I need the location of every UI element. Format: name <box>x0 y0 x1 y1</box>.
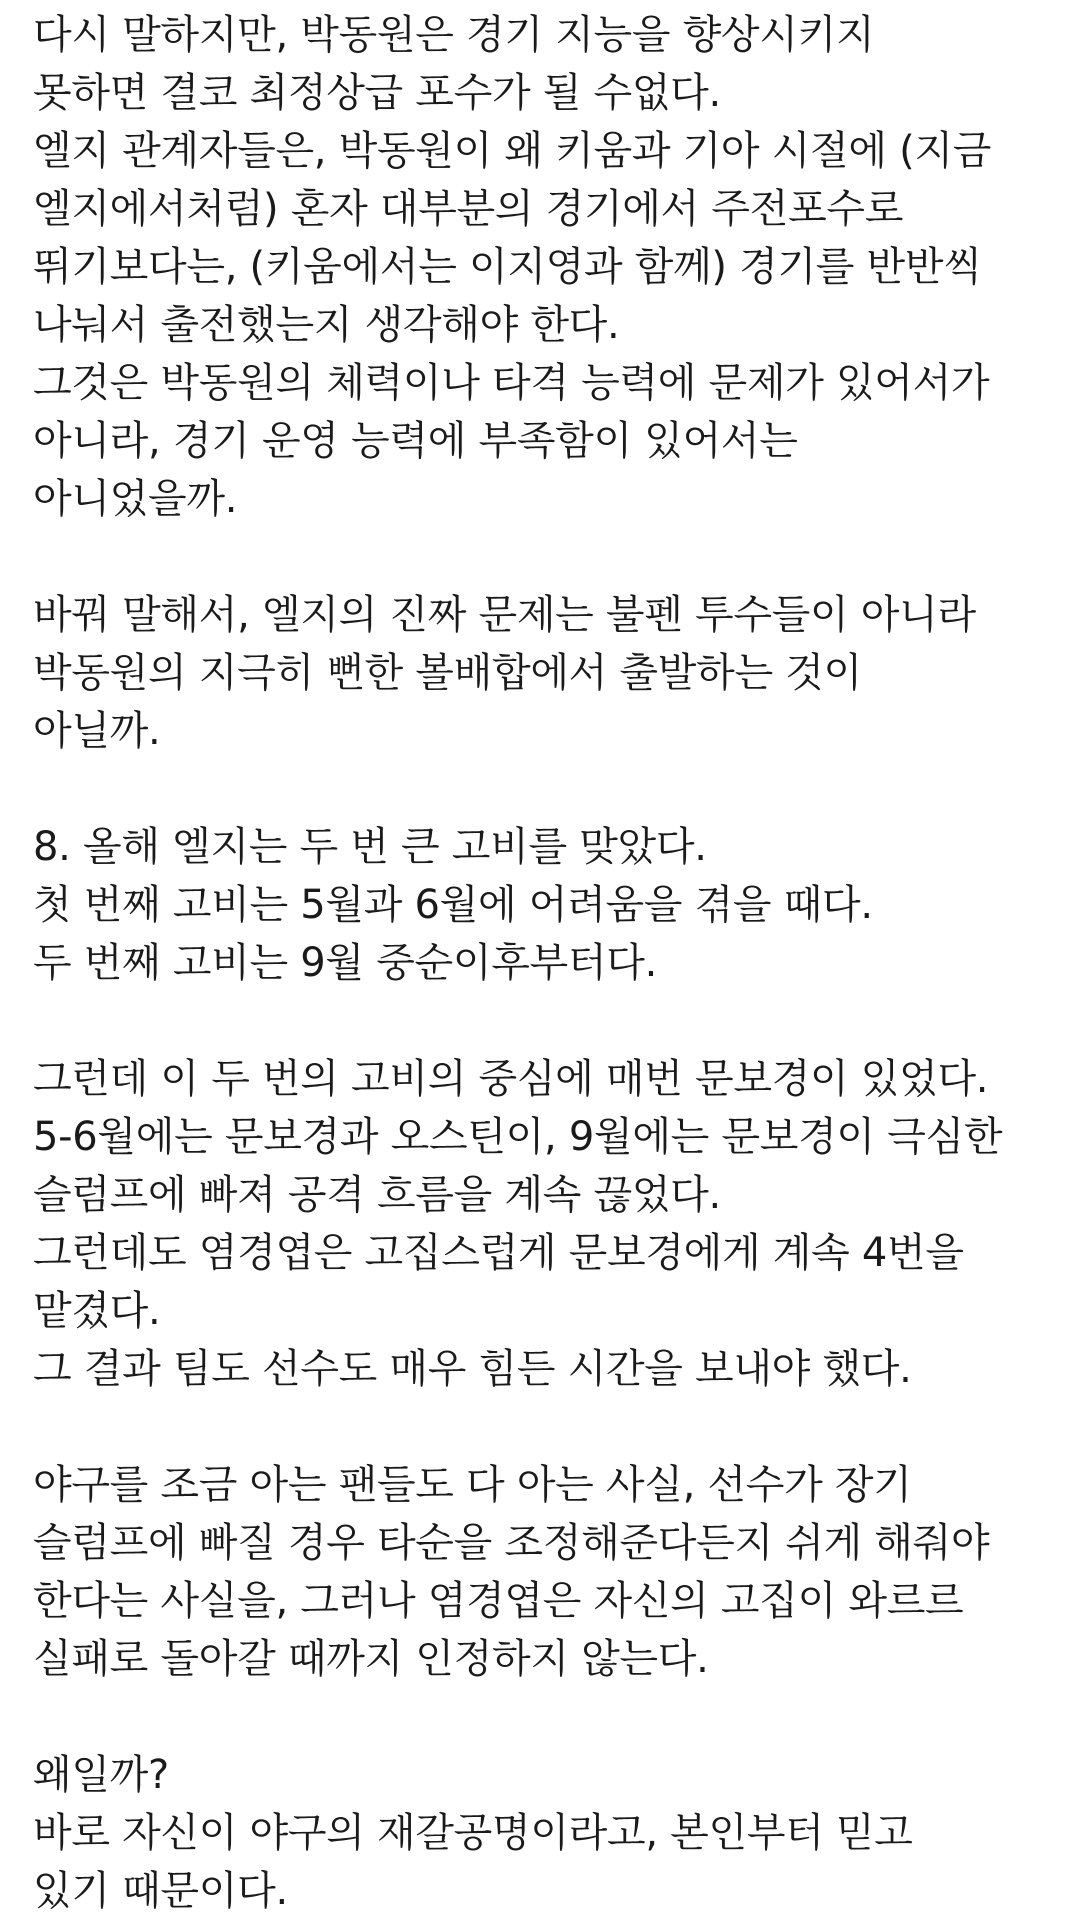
text-line: 맡겼다. <box>33 1288 161 1334</box>
text-line: 엘지에서처럼) 혼자 대부분의 경기에서 주전포수로 <box>33 186 904 232</box>
paragraph-spacer <box>33 1688 1073 1746</box>
text-line: 있기 때문이다. <box>33 1868 288 1914</box>
text-line: 아니었을까. <box>33 476 238 522</box>
text-line: 못하면 결코 최정상급 포수가 될 수없다. <box>33 70 721 116</box>
text-line: 뛰기보다는, (키움에서는 이지영과 함께) 경기를 반반씩 <box>33 244 982 290</box>
text-line: 한다는 사실을, 그러나 염경엽은 자신의 고집이 와르르 <box>33 1578 964 1624</box>
text-line: 나눠서 출전했는지 생각해야 한다. <box>33 302 620 348</box>
text-line: 슬럼프에 빠질 경우 타순을 조정해준다든지 쉬게 해줘야 <box>33 1520 990 1566</box>
text-line: 두 번째 고비는 9월 중순이후부터다. <box>33 940 657 986</box>
text-line: 바로 자신이 야구의 재갈공명이라고, 본인부터 믿고 <box>33 1810 913 1856</box>
paragraph-5 <box>33 1456 1073 1688</box>
text-line: 8. 올해 엘지는 두 번 큰 고비를 맞았다. <box>33 824 707 870</box>
text-line: 아니라, 경기 운영 능력에 부족함이 있어서는 <box>33 418 798 464</box>
text-line: 박동원의 지극히 뻔한 볼배합에서 출발하는 것이 <box>33 650 862 696</box>
text-line: 왜일까? <box>33 1752 169 1798</box>
paragraph-spacer <box>33 1398 1073 1456</box>
text-line: 그런데도 염경엽은 고집스럽게 문보경에게 계속 4번을 <box>33 1230 964 1276</box>
paragraph-spacer <box>33 528 1073 586</box>
paragraph-spacer <box>33 760 1073 818</box>
text-line: 슬럼프에 빠져 공격 흐름을 계속 끊었다. <box>33 1172 721 1218</box>
paragraph-3 <box>33 818 1073 992</box>
text-line: 다시 말하지만, 박동원은 경기 지능을 향상시키지 <box>33 12 875 58</box>
paragraph-1 <box>33 6 1073 528</box>
article-body <box>33 0 1073 1920</box>
text-line: 그런데 이 두 번의 고비의 중심에 매번 문보경이 있었다. <box>33 1056 989 1102</box>
text-line: 야구를 조금 아는 팬들도 다 아는 사실, 선수가 장기 <box>33 1462 912 1508</box>
text-line: 5-6월에는 문보경과 오스틴이, 9월에는 문보경이 극심한 <box>33 1114 1003 1160</box>
text-line: 아닐까. <box>33 708 161 754</box>
text-line: 그 결과 팀도 선수도 매우 힘든 시간을 보내야 했다. <box>33 1346 912 1392</box>
text-line: 엘지 관계자들은, 박동원이 왜 키움과 기아 시절에 (지금 <box>33 128 992 174</box>
text-line: 그것은 박동원의 체력이나 타격 능력에 문제가 있어서가 <box>33 360 990 406</box>
text-line: 실패로 돌아갈 때까지 인정하지 않는다. <box>33 1636 709 1682</box>
paragraph-spacer <box>33 992 1073 1050</box>
paragraph-2 <box>33 586 1073 760</box>
text-line: 바꿔 말해서, 엘지의 진짜 문제는 불펜 투수들이 아니라 <box>33 592 976 638</box>
text-line: 첫 번째 고비는 5월과 6월에 어려움을 겪을 때다. <box>33 882 873 928</box>
paragraph-4 <box>33 1050 1073 1398</box>
paragraph-6 <box>33 1746 1073 1920</box>
